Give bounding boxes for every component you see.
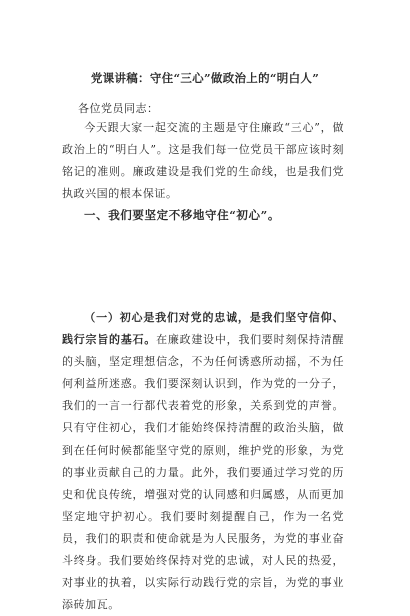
sub-heading: （一）初心是我们对党的忠诚，是我们坚守信仰、践行宗旨的基石。 — [62, 311, 344, 347]
intro-paragraph — [62, 117, 344, 205]
salutation: 各位党员同志： — [78, 102, 159, 115]
intro-text: 今天跟大家一起交流的主题是守住廉政“三心”，做政治上的“明白人”。这是我们每一位党员干部应该时刻铭记的准则。廉政建设是我们党的生命线，也是我们党执政兴国的根本保证。 — [62, 121, 344, 201]
section-body-paragraph — [62, 307, 344, 616]
section-heading: 一、我们要坚定不移地守住“初心”。 — [84, 208, 280, 222]
document-title: 党课讲稿：守住“三心”做政治上的“明白人” — [90, 71, 320, 85]
section-body-text: 在廉政建设中，我们要时刻保持清醒的头脑，坚定理想信念，不为任何诱惑所动摇，不为任何利益所迷惑。我们要深刻认识到，作为党的一分子，我们的一言一行都代表着党的形象，关系到党的声誉。只有守住初心，我们才能始终保持清醒的政治头脑，做到在任何时候都能坚守党的原则，维护党的形象，为党的事业贡献自己的力量。此外，我们要通过学习党的历史和优良传统，增强对党的认同感和归属感，从而更加坚定地守护初心。我们要时刻提醒自己，作为一名党员，我们的职责和使命就是为人民服务，为党的事业奋斗终身。我们要始终保持对党的忠诚，对人民的热爱，对事业的执着，以实际行动践行党的宗旨，为党的事业添砖加瓦。 — [62, 333, 344, 612]
